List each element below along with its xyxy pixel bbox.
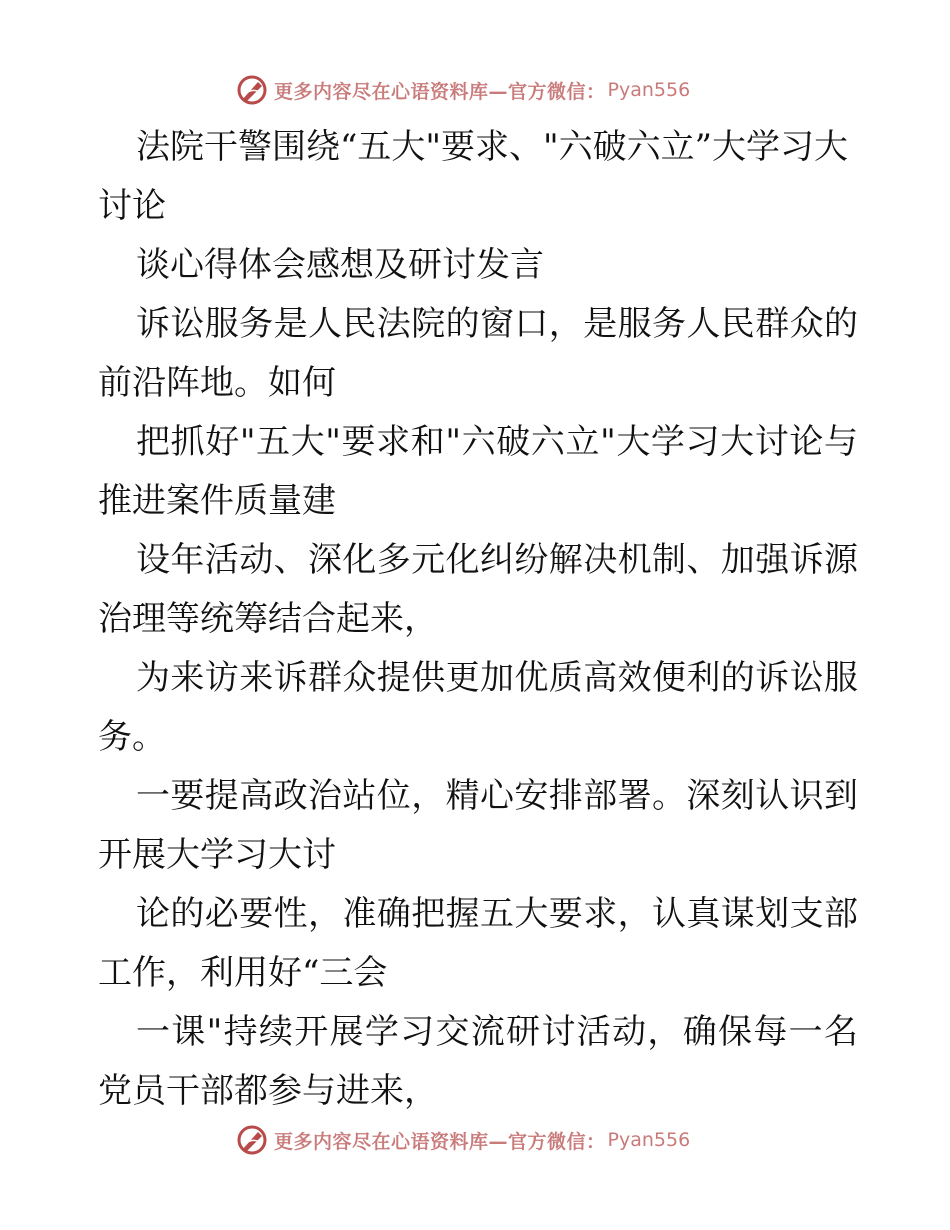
banner-wechat-id: Pyan556 xyxy=(607,79,691,101)
paragraph: 一要提高政治站位，精心安排部署。深刻认识到开展大学习大讨 xyxy=(98,776,858,875)
pen-logo-icon xyxy=(236,74,268,106)
banner-wechat-id: Pyan556 xyxy=(607,1129,691,1151)
paragraph: 论的必要性，准确把握五大要求，认真谋划支部工作，利用好“三会 xyxy=(98,894,858,993)
pen-logo-icon xyxy=(236,1124,268,1156)
paragraph: 把抓好"五大"要求和"六破六立"大学习大讨论与推进案件质量建 xyxy=(98,422,858,521)
header-banner xyxy=(236,72,690,108)
paragraph: 为来访来诉群众提供更加优质高效便利的诉讼服务。 xyxy=(98,658,858,757)
paragraph-title-1: 法院干警围绕“五大"要求、"六破六立”大学习大讨论 xyxy=(98,127,849,226)
document-body xyxy=(98,118,858,1121)
paragraph-title-2: 谈心得体会感想及研讨发言 xyxy=(136,245,544,285)
banner-text: 更多内容尽在心语资料库—官方微信： xyxy=(274,1130,606,1153)
footer-banner xyxy=(236,1122,690,1158)
paragraph: 设年活动、深化多元化纠纷解决机制、加强诉源治理等统筹结合起来， xyxy=(98,540,858,639)
paragraph: 诉讼服务是人民法院的窗口，是服务人民群众的前沿阵地。如何 xyxy=(98,304,858,403)
banner-text: 更多内容尽在心语资料库—官方微信： xyxy=(274,80,606,103)
paragraph: 一课"持续开展学习交流研讨活动，确保每一名党员干部都参与进来， xyxy=(98,1012,858,1111)
